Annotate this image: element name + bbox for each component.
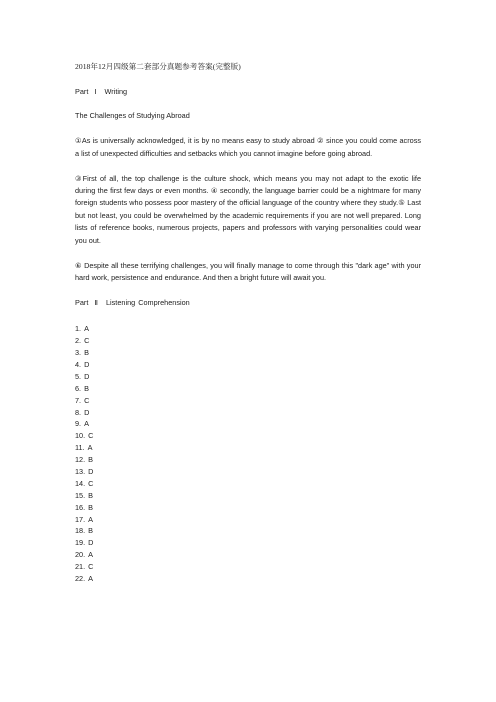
answer-letter: A [87, 443, 93, 453]
part-2-heading [75, 297, 421, 309]
answer-letter: D [84, 371, 90, 381]
answer-letter: D [84, 359, 90, 369]
answer-letter: C [88, 562, 94, 572]
answer-item [75, 502, 421, 514]
answer-item [75, 395, 421, 407]
answer-number: 18. [75, 526, 86, 536]
answer-item [75, 442, 421, 454]
part-1-heading [75, 86, 421, 98]
answer-letter: B [88, 455, 94, 465]
answer-number: 11. [75, 443, 85, 453]
answer-letter: C [84, 395, 90, 405]
answer-item [75, 490, 421, 502]
answer-number: 15. [75, 490, 86, 500]
answer-letter: C [88, 478, 94, 488]
answer-number: 12. [75, 455, 86, 465]
answer-letter: B [88, 526, 94, 536]
answer-item [75, 383, 421, 395]
answer-item [75, 454, 421, 466]
answer-number: 1. [75, 324, 82, 334]
answer-letter: A [88, 514, 94, 524]
answer-letter: D [88, 466, 94, 476]
answer-number: 4. [75, 359, 82, 369]
answer-letter: A [88, 550, 94, 560]
answer-letter: D [88, 538, 94, 548]
answer-number: 14. [75, 478, 86, 488]
answer-number: 20. [75, 550, 86, 560]
answer-number: 16. [75, 502, 86, 512]
answer-item [75, 359, 421, 371]
answer-number: 21. [75, 562, 86, 572]
answer-number: 3. [75, 348, 82, 358]
part-2-numeral: Ⅱ [94, 298, 98, 308]
essay-paragraph-1: ①As is universally acknowledged, it is by no means easy to study abroad ② since you could come across a list of unexpected difficulties and setbacks which you cannot imagine before going abroad. [75, 136, 421, 158]
answer-item [75, 573, 421, 585]
answer-item [75, 418, 421, 430]
answer-letter: A [88, 573, 94, 583]
answer-number: 2. [75, 336, 82, 346]
essay-paragraph-3: ⑥ Despite all these terrifying challenges, you will finally manage to come through this "dark age" with your hard work, persistence and endurance. And then a bright future will await you. [75, 260, 421, 282]
answer-number: 5. [75, 371, 82, 381]
answer-letter: B [88, 502, 94, 512]
answer-item [75, 323, 421, 335]
answer-item [75, 430, 421, 442]
answer-letter: D [84, 407, 90, 417]
document-content [75, 61, 421, 585]
part-1-numeral: Ⅰ [94, 87, 97, 96]
answer-number: 9. [75, 419, 82, 429]
answer-item [75, 407, 421, 419]
answer-item [75, 478, 421, 490]
answer-number: 8. [75, 407, 82, 417]
answer-list [75, 323, 421, 585]
answer-letter: A [84, 419, 89, 429]
answer-number: 6. [75, 383, 82, 393]
answer-item [75, 514, 421, 526]
answer-item [75, 537, 421, 549]
answer-number: 10. [75, 431, 86, 441]
essay-title: The Challenges of Studying Abroad [75, 111, 190, 121]
document-title: 2018年12月四级第二套部分真题参考答案(完整版) [75, 62, 241, 71]
part-2-label: Part [75, 298, 89, 308]
answer-letter: C [84, 336, 90, 346]
answer-item [75, 371, 421, 383]
part-2-name: Listening Comprehension [105, 298, 190, 308]
answer-number: 13. [75, 466, 86, 476]
answer-number: 7. [75, 395, 82, 405]
answer-number: 19. [75, 538, 86, 548]
part-1-name: Writing [104, 87, 128, 96]
part-1-label: Part [75, 87, 89, 96]
answer-number: 22. [75, 573, 86, 583]
answer-item [75, 347, 421, 359]
answer-number: 17. [75, 514, 86, 524]
answer-letter: B [84, 383, 89, 393]
answer-letter: A [84, 324, 89, 334]
essay-paragraph-2: ③First of all, the top challenge is the culture shock, which means you may not adapt to the exotic life during the first few days or even months. ④ secondly, the language barrier could be a nightmare for many foreign students who possess poor mastery of the official language of the country where they study.⑤ Last but not least, you could be overwhelmed by the academic requirements if you are not well prepared. Long lists of reference books, numerous projects, papers and professors with varying personalities could wear you out. [75, 173, 421, 245]
answer-item [75, 525, 421, 537]
answer-letter: B [88, 490, 94, 500]
answer-item [75, 561, 421, 573]
answer-letter: B [84, 348, 89, 358]
answer-item [75, 335, 421, 347]
answer-item [75, 466, 421, 478]
answer-letter: C [88, 431, 94, 441]
answer-item [75, 549, 421, 561]
